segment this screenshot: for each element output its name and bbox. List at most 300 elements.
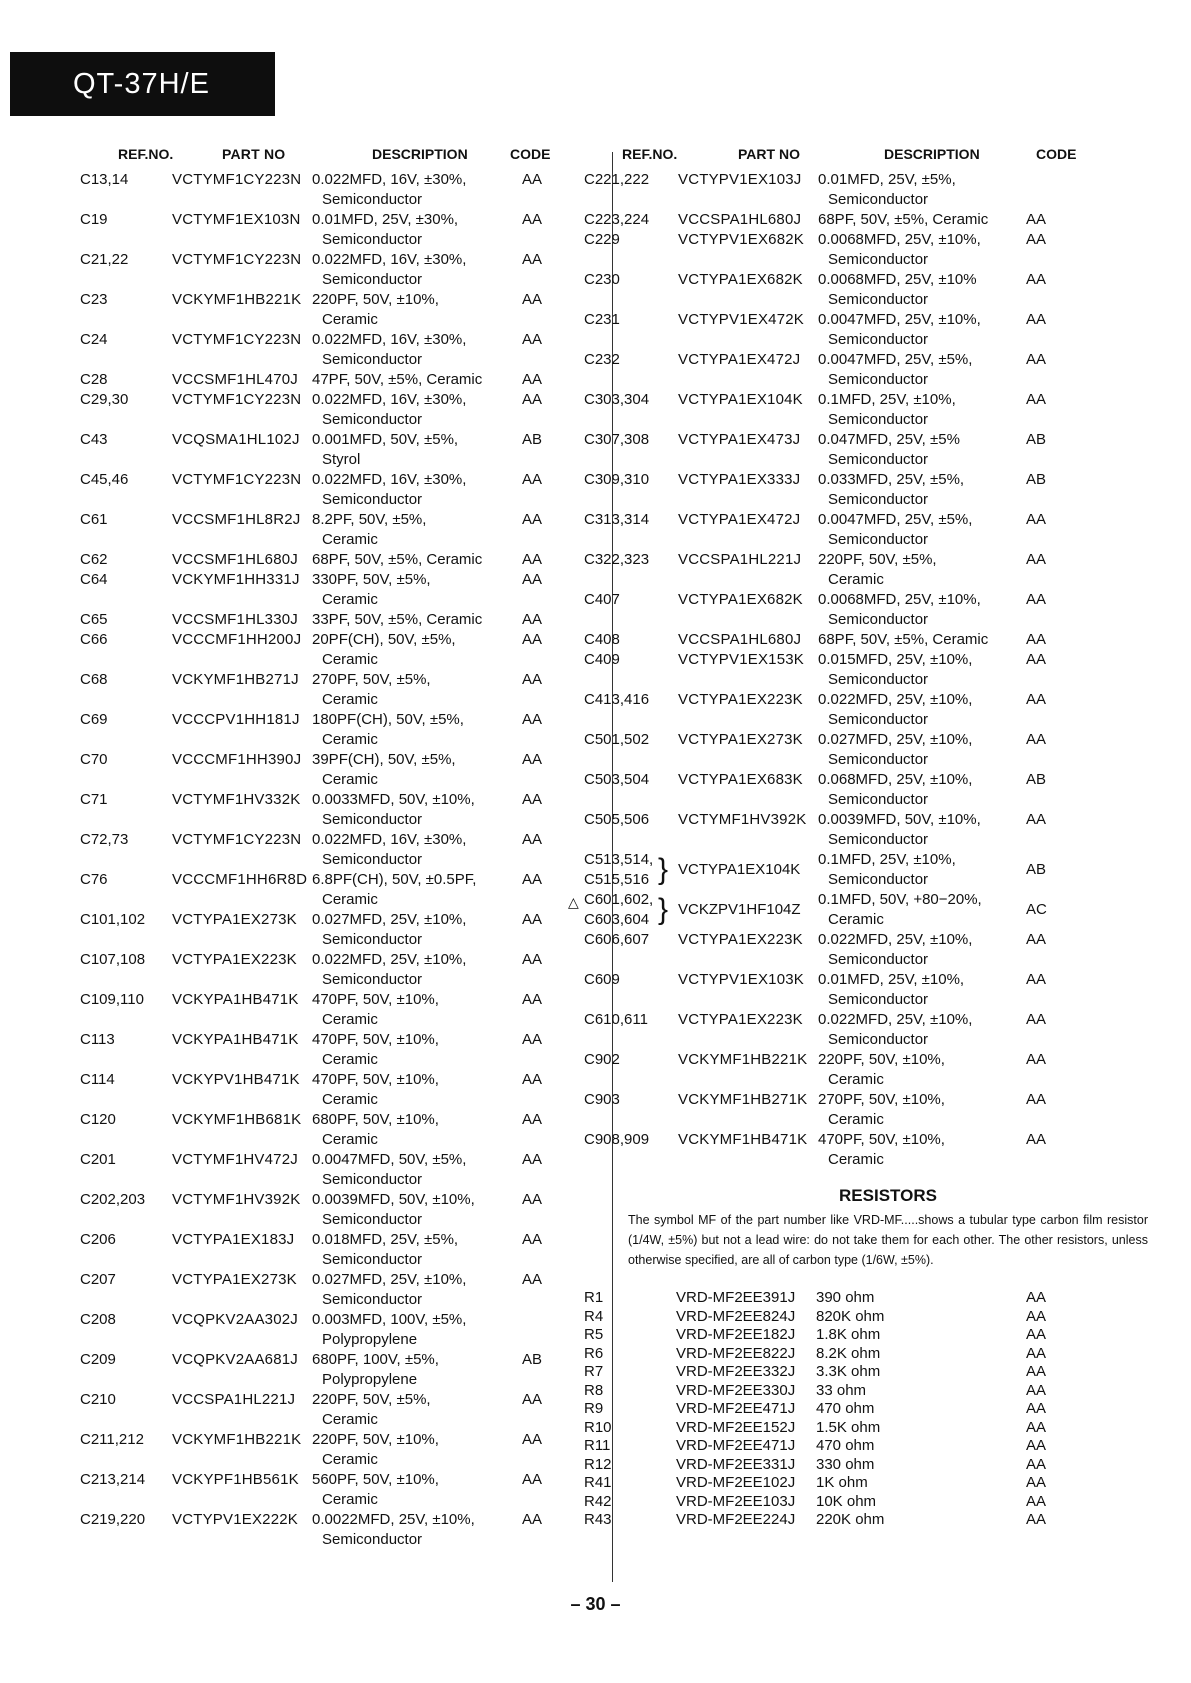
part-number: VCTYPA1EX473J [678, 431, 801, 448]
code: AA [522, 871, 543, 888]
description: 8.2PF, 50V, ±5%, [312, 511, 427, 528]
description: 0.022MFD, 25V, ±10%, [818, 931, 973, 948]
ref-number: R41 [584, 1474, 612, 1491]
part-row [80, 570, 600, 610]
ref-number: C211,212 [80, 1431, 144, 1448]
part-number: VCQSMA1HL102J [172, 431, 300, 448]
description: 180PF(CH), 50V, ±5%, [312, 711, 464, 728]
ref-number: C609 [584, 971, 620, 988]
part-number: VCTYMF1CY223N [172, 331, 302, 348]
description-line-2: Semiconductor [828, 411, 929, 428]
code: AB [522, 431, 543, 448]
part-row [584, 1010, 1148, 1050]
code: AA [1026, 231, 1047, 248]
code: AA [1026, 591, 1047, 608]
code: AA [1026, 1131, 1047, 1148]
code: AA [1026, 1474, 1047, 1491]
ref-number: C23 [80, 291, 108, 308]
description: 0.0033MFD, 50V, ±10%, [312, 791, 475, 808]
description: 0.047MFD, 25V, ±5% [818, 431, 960, 448]
description: 1.8K ohm [816, 1326, 881, 1343]
description-line-2: Semiconductor [828, 491, 929, 508]
description: 1.5K ohm [816, 1418, 881, 1436]
header-description: DESCRIPTION [372, 146, 468, 162]
ref-number: R6 [584, 1344, 604, 1362]
description: 0.022MFD, 16V, ±30%, [312, 331, 467, 348]
part-number: VCKYMF1HH331J [172, 571, 300, 588]
description-line-2: Semiconductor [828, 371, 929, 388]
ref-number: C120 [80, 1111, 116, 1128]
ref-number: C114 [80, 1071, 115, 1088]
description-line-2: Semiconductor [828, 831, 929, 848]
description: 220K ohm [816, 1511, 885, 1528]
header-part: PART NO [738, 146, 800, 162]
description-line-2: Semiconductor [828, 1031, 929, 1048]
description-line-2: Semiconductor [322, 1531, 423, 1548]
part-row [80, 1110, 600, 1150]
description: 0.027MFD, 25V, ±10%, [818, 731, 973, 748]
code: AA [522, 951, 543, 968]
description: 0.0047MFD, 25V, ±5%, [818, 351, 973, 368]
description-line-2: Semiconductor [322, 1171, 423, 1188]
description: 0.022MFD, 25V, ±10%, [312, 951, 467, 968]
description: 0.0047MFD, 25V, ±5%, [818, 511, 973, 528]
resistor-row [584, 1288, 1148, 1307]
code: AA [522, 1191, 543, 1208]
code: AA [1026, 1363, 1047, 1380]
part-number: VRD-MF2EE330J [676, 1381, 796, 1399]
description-line-2: Ceramic [322, 591, 378, 608]
part-row [80, 1030, 600, 1070]
part-number: VCTYPV1EX472K [678, 311, 804, 328]
ref-number: C65 [80, 611, 108, 628]
resistors-note: The symbol MF of the part number like VRD-MF.....shows a tubular type carbon film resistor (1/4W, ±5%) but not a lead wire: do not take them for each other. The other resistors, unless otherwise specified, are all of carbon type (1/6W, ±5%). [628, 1213, 1148, 1267]
code: AA [522, 611, 543, 628]
description: 33PF, 50V, ±5%, Ceramic [312, 611, 483, 628]
ref-number: R10 [584, 1418, 612, 1436]
description-line-2: Ceramic [322, 891, 378, 908]
right-parts-column [568, 146, 1148, 1529]
description: 0.022MFD, 16V, ±30%, [312, 831, 467, 848]
ref-number: C601,602, [584, 891, 654, 908]
part-row [584, 350, 1148, 390]
code: AA [522, 711, 543, 728]
code: AA [522, 1511, 543, 1528]
code: AA [1026, 271, 1047, 288]
part-row [584, 170, 1148, 210]
part-row [80, 670, 600, 710]
description: 20PF(CH), 50V, ±5%, [312, 631, 456, 648]
code: AA [522, 991, 543, 1008]
code: AA [522, 211, 543, 228]
part-number: VRD-MF2EE471J [676, 1400, 796, 1417]
ref-number: C70 [80, 751, 108, 768]
code: AA [1026, 971, 1047, 988]
ref-number: C61 [80, 511, 108, 528]
part-row [584, 390, 1148, 430]
ref-number: C21,22 [80, 251, 129, 268]
ref-number: C303,304 [584, 391, 650, 408]
description: 470 ohm [816, 1437, 875, 1454]
page-number: – 30 – [570, 1594, 621, 1614]
description-line-2: Polypropylene [322, 1371, 418, 1388]
description-line-2: Polypropylene [322, 1331, 418, 1348]
part-number: VCTYMF1EX103N [172, 211, 301, 228]
description: 0.0068MFD, 25V, ±10% [818, 271, 977, 288]
ref-number: C208 [80, 1311, 116, 1328]
description-line-2: Semiconductor [828, 331, 929, 348]
part-number: VCKYMF1HB221K [678, 1051, 808, 1068]
part-row [584, 470, 1148, 510]
description-line-2: Semiconductor [322, 271, 423, 288]
code: AA [522, 391, 543, 408]
part-number: VCTYPA1EX273K [172, 1271, 297, 1288]
code: AA [1026, 691, 1047, 708]
ref-number: C407 [584, 591, 620, 608]
resistor-row [584, 1492, 1148, 1511]
code: AA [522, 1031, 543, 1048]
description: 0.001MFD, 50V, ±5%, [312, 431, 459, 448]
part-number: VCKYPA1HB471K [172, 1031, 299, 1048]
description-line-2: Semiconductor [828, 611, 929, 628]
description-line-2: Semiconductor [828, 711, 929, 728]
ref-number: C313,314 [584, 511, 650, 528]
part-row [80, 610, 600, 630]
part-number: VCTYPA1EX223K [172, 951, 297, 968]
code: AA [1026, 1400, 1047, 1417]
description: 47PF, 50V, ±5%, Ceramic [312, 371, 483, 388]
part-row [80, 1390, 600, 1430]
code: AA [522, 1271, 543, 1288]
brace-bracket: } [658, 853, 669, 886]
part-row [584, 1130, 1148, 1170]
ref-number: C209 [80, 1351, 116, 1368]
part-row [80, 1270, 600, 1310]
code: AA [1026, 1418, 1047, 1436]
ref-number: C45,46 [80, 471, 129, 488]
code: AA [1026, 1326, 1047, 1343]
ref-number: C413,416 [584, 691, 650, 708]
part-row [584, 310, 1148, 350]
ref-number: C322,323 [584, 551, 650, 568]
description-line-2: Semiconductor [322, 931, 423, 948]
description: 270PF, 50V, ±10%, [818, 1091, 945, 1108]
code: AA [1026, 631, 1047, 648]
description: 0.0068MFD, 25V, ±10%, [818, 591, 981, 608]
brace-bracket: } [658, 893, 669, 926]
part-number: VCKYMF1HB271J [172, 671, 299, 688]
ref-number: C229 [584, 231, 620, 248]
ref-number-line-2: C603,604 [584, 911, 650, 928]
code: AB [1026, 771, 1047, 788]
part-number: VCCCMF1HH200J [172, 631, 302, 648]
description: 0.1MFD, 25V, ±10%, [818, 851, 956, 868]
description: 33 ohm [816, 1381, 867, 1399]
model-title: QT-37H/E [10, 52, 275, 116]
resistor-row [584, 1510, 1148, 1529]
code: AA [1026, 1307, 1047, 1325]
part-number: VCTYPA1EX223K [678, 691, 803, 708]
description: 0.0047MFD, 50V, ±5%, [312, 1151, 467, 1168]
code: AA [1026, 311, 1047, 328]
part-number: VCTYMF1CY223N [172, 171, 302, 188]
ref-number: C64 [80, 571, 108, 588]
part-number: VCCCPV1HH181J [172, 711, 300, 728]
code: AA [1026, 551, 1047, 568]
description: 0.1MFD, 25V, ±10%, [818, 391, 956, 408]
part-number: VRD-MF2EE332J [676, 1363, 796, 1380]
resistor-row [584, 1473, 1148, 1492]
description-line-2: Semiconductor [322, 971, 423, 988]
description: 220PF, 50V, ±10%, [818, 1051, 945, 1068]
code: AB [1026, 471, 1047, 488]
header-code: CODE [510, 146, 551, 162]
code: AB [522, 1351, 543, 1368]
part-number: VCKYMF1HB221K [172, 1431, 302, 1448]
code: AA [1026, 1091, 1047, 1108]
part-row [80, 170, 600, 210]
part-number: VCTYPA1EX333J [678, 471, 801, 488]
part-number: VCTYMF1CY223N [172, 471, 302, 488]
part-number: VCKYPA1HB471K [172, 991, 299, 1008]
ref-number: R4 [584, 1307, 604, 1325]
description-line-2: Ceramic [828, 571, 884, 588]
description: 330 ohm [816, 1455, 875, 1473]
ref-number-line-2: C515,516 [584, 871, 650, 888]
part-number: VCCSPA1HL680J [678, 631, 802, 648]
ref-number: C408 [584, 631, 620, 648]
ref-number: C101,102 [80, 911, 146, 928]
ref-number: R1 [584, 1289, 604, 1306]
code: AA [1026, 391, 1047, 408]
part-row-grouped [584, 850, 1148, 890]
part-number: VCTYPA1EX682K [678, 591, 803, 608]
code: AA [1026, 1455, 1047, 1473]
ref-number: C29,30 [80, 391, 129, 408]
description: 220PF, 50V, ±10%, [312, 291, 439, 308]
description: 68PF, 50V, ±5%, Ceramic [818, 631, 989, 648]
ref-number: C210 [80, 1391, 116, 1408]
part-row [584, 510, 1148, 550]
header-ref: REF.NO. [118, 146, 174, 162]
header-ref: REF.NO. [622, 146, 678, 162]
part-row [584, 650, 1148, 690]
description-line-2: Semiconductor [322, 1251, 423, 1268]
part-row [80, 1430, 600, 1470]
description: 470PF, 50V, ±10%, [312, 1031, 439, 1048]
ref-number: C68 [80, 671, 108, 688]
ref-number: C72,73 [80, 831, 129, 848]
part-number: VCTYPA1EX683K [678, 771, 803, 788]
description: 470PF, 50V, ±10%, [818, 1131, 945, 1148]
part-row [80, 330, 600, 370]
description: 0.003MFD, 100V, ±5%, [312, 1311, 467, 1328]
part-row [80, 750, 600, 790]
resistor-row [584, 1325, 1148, 1344]
description: 0.01MFD, 25V, ±10%, [818, 971, 965, 988]
description-line-2: Ceramic [322, 1411, 378, 1428]
ref-number: C309,310 [584, 471, 650, 488]
code: AA [1026, 651, 1047, 668]
code: AA [522, 331, 543, 348]
description: 0.0068MFD, 25V, ±10%, [818, 231, 981, 248]
ref-number: R11 [584, 1437, 611, 1454]
part-row-grouped [568, 890, 1148, 930]
part-row [80, 630, 600, 670]
part-number: VCTYPA1EX682K [678, 271, 803, 288]
ref-number: C501,502 [584, 731, 650, 748]
code: AA [1026, 731, 1047, 748]
part-row [584, 730, 1148, 770]
ref-number: C232 [584, 351, 620, 368]
ref-number: C223,224 [584, 211, 650, 228]
description: 0.068MFD, 25V, ±10%, [818, 771, 973, 788]
description: 0.022MFD, 16V, ±30%, [312, 171, 467, 188]
part-number: VCTYPV1EX222K [172, 1511, 298, 1528]
part-number: VRD-MF2EE331J [676, 1455, 796, 1473]
code: AA [1026, 1344, 1047, 1362]
description-line-2: Semiconductor [322, 1291, 423, 1308]
part-number: VCCSMF1HL470J [172, 371, 298, 388]
part-number: VCTYPA1EX472J [678, 351, 801, 368]
description: 470PF, 50V, ±10%, [312, 1071, 439, 1088]
description: 0.0022MFD, 25V, ±10%, [312, 1511, 475, 1528]
ref-number: C307,308 [584, 431, 650, 448]
part-number: VRD-MF2EE182J [676, 1326, 796, 1343]
code: AA [522, 571, 543, 588]
description: 0.022MFD, 25V, ±10%, [818, 1011, 973, 1028]
ref-number: C201 [80, 1151, 116, 1168]
description-line-2: Semiconductor [828, 291, 929, 308]
ref-number: C207 [80, 1271, 116, 1288]
part-row [80, 870, 600, 910]
part-number: VCTYMF1HV392K [172, 1191, 301, 1208]
part-row [584, 810, 1148, 850]
description-line-2: Semiconductor [828, 871, 929, 888]
part-row [80, 1230, 600, 1270]
ref-number: C113 [80, 1031, 115, 1048]
code: AA [522, 631, 543, 648]
part-number: VCKZPV1HF104Z [678, 901, 801, 918]
ref-number: C71 [80, 791, 108, 808]
resistor-row [584, 1455, 1148, 1474]
description: 1K ohm [816, 1474, 868, 1491]
column-header [80, 146, 600, 170]
description: 68PF, 50V, ±5%, Ceramic [818, 211, 989, 228]
part-row [80, 990, 600, 1030]
ref-number: R5 [584, 1326, 604, 1343]
ref-number: C503,504 [584, 771, 650, 788]
ref-number: C505,506 [584, 811, 650, 828]
part-number: VCCSMF1HL8R2J [172, 511, 301, 528]
description-line-2: Ceramic [322, 1091, 378, 1108]
description-line-2: Ceramic [322, 771, 378, 788]
ref-number: R8 [584, 1381, 604, 1399]
part-number: VRD-MF2EE102J [676, 1474, 796, 1491]
description: 220PF, 50V, ±10%, [312, 1431, 439, 1448]
part-number: VRD-MF2EE822J [676, 1344, 796, 1362]
code: AC [1026, 901, 1047, 918]
resistor-row [584, 1399, 1148, 1418]
part-number: VCTYMF1HV472J [172, 1151, 298, 1168]
description: 0.0039MFD, 50V, ±10%, [312, 1191, 475, 1208]
description-line-2: Semiconductor [828, 531, 929, 548]
ref-number: C902 [584, 1051, 620, 1068]
part-row [584, 970, 1148, 1010]
ref-number: C28 [80, 371, 108, 388]
column-header [622, 146, 1148, 170]
description-line-2: Ceramic [322, 651, 378, 668]
code: AA [1026, 1051, 1047, 1068]
description-line-2: Semiconductor [828, 251, 929, 268]
description: 220PF, 50V, ±5%, [818, 551, 937, 568]
description-line-2: Semiconductor [322, 351, 423, 368]
code: AA [522, 511, 543, 528]
part-number: VRD-MF2EE152J [676, 1418, 796, 1436]
part-number: VCTYPA1EX223K [678, 931, 803, 948]
description: 470 ohm [816, 1400, 875, 1417]
description-line-2: Semiconductor [828, 751, 929, 768]
ref-number: C409 [584, 651, 620, 668]
ref-number: R9 [584, 1400, 604, 1417]
description: 0.015MFD, 25V, ±10%, [818, 651, 973, 668]
code: AB [1026, 861, 1047, 878]
description-line-2: Semiconductor [322, 811, 423, 828]
description-line-2: Semiconductor [322, 231, 423, 248]
part-row [80, 1190, 600, 1230]
resistor-row [584, 1381, 1148, 1400]
part-number: VRD-MF2EE224J [676, 1511, 796, 1528]
description: 820K ohm [816, 1307, 885, 1325]
code: AA [1026, 351, 1047, 368]
code: AA [1026, 931, 1047, 948]
part-number: VCTYPV1EX682K [678, 231, 804, 248]
part-number: VCTYMF1CY223N [172, 391, 302, 408]
ref-number: C24 [80, 331, 108, 348]
part-row [80, 470, 600, 510]
header-code: CODE [1036, 146, 1077, 162]
code: AA [1026, 1289, 1047, 1306]
part-row [584, 930, 1148, 970]
part-row [80, 910, 600, 950]
part-number: VCCCMF1HH6R8D [172, 871, 308, 888]
description-line-2: Ceramic [322, 1491, 378, 1508]
part-number: VCTYMF1CY223N [172, 251, 302, 268]
description: 0.027MFD, 25V, ±10%, [312, 911, 467, 928]
code: AA [1026, 511, 1047, 528]
description-line-2: Ceramic [322, 311, 378, 328]
ref-number: C219,220 [80, 1511, 146, 1528]
description: 0.022MFD, 25V, ±10%, [818, 691, 973, 708]
description-line-2: Semiconductor [322, 491, 423, 508]
description-line-2: Semiconductor [828, 991, 929, 1008]
part-number: VCKYMF1HB271K [678, 1091, 808, 1108]
description: 3.3K ohm [816, 1363, 881, 1380]
description-line-2: Ceramic [322, 1131, 378, 1148]
resistor-row [584, 1436, 1148, 1455]
description: 0.01MFD, 25V, ±5%, [818, 171, 956, 188]
part-number: VCTYPV1EX153K [678, 651, 804, 668]
code: AA [522, 1111, 543, 1128]
part-number: VCKYMF1HB221K [172, 291, 302, 308]
description: 0.022MFD, 16V, ±30%, [312, 391, 467, 408]
description-line-2: Ceramic [322, 731, 378, 748]
part-row [80, 370, 600, 390]
code: AA [522, 671, 543, 688]
part-row [80, 1350, 600, 1390]
part-number: VCTYMF1CY223N [172, 831, 302, 848]
part-number: VCCSPA1HL221J [678, 551, 802, 568]
